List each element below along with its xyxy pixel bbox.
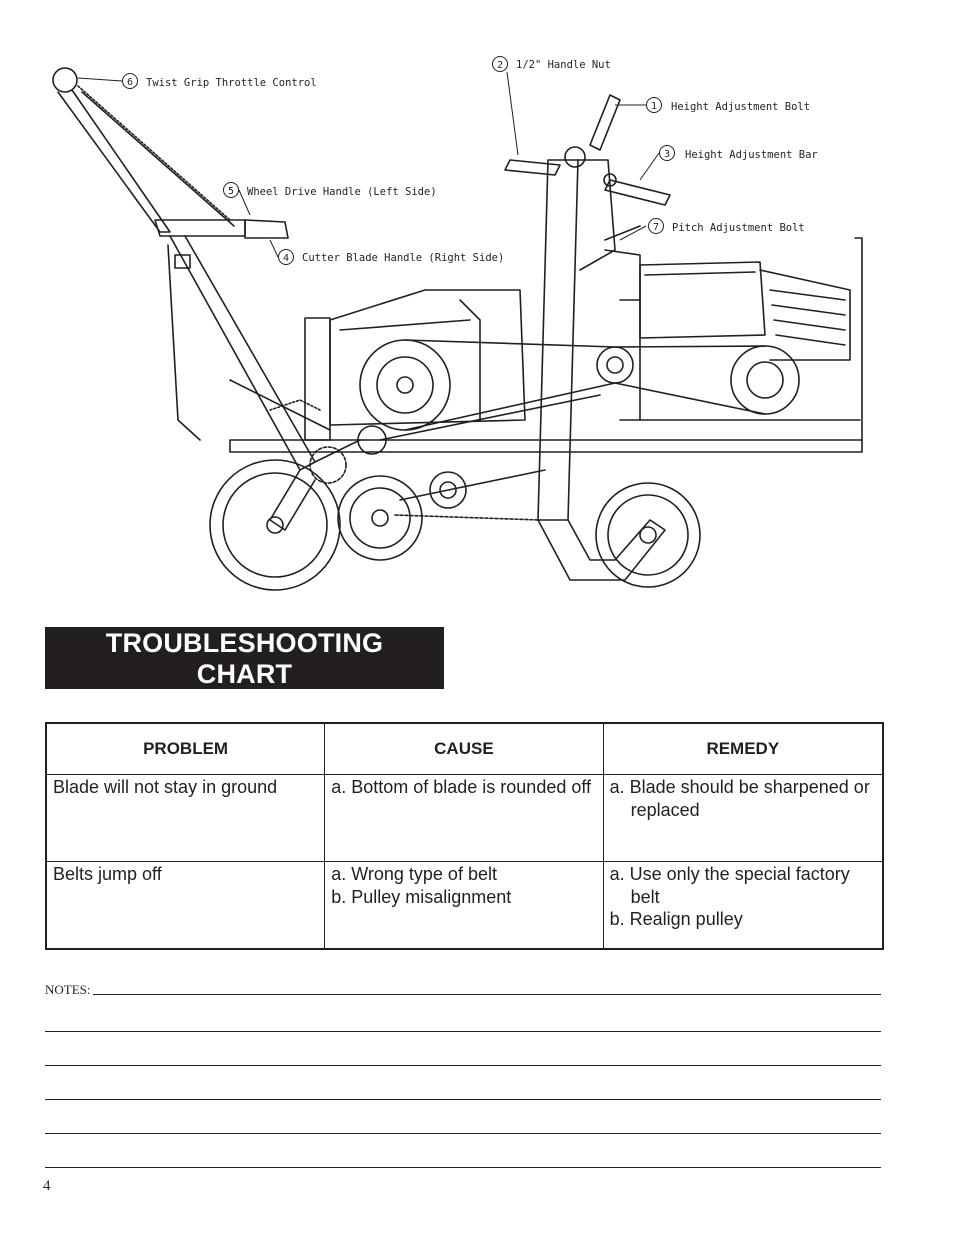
table-row (46, 775, 883, 862)
remedy-cell (603, 862, 883, 949)
callout-label-pitch-bolt: Pitch Adjustment Bolt (672, 222, 805, 234)
remedy-item: a. Use only the special factory belt (609, 864, 850, 907)
notes-label: NOTES: (45, 982, 91, 997)
page-number: 4 (43, 1178, 51, 1194)
troubleshooting-table (45, 722, 884, 950)
notes-section (45, 980, 881, 1168)
notes-rule (45, 1100, 881, 1134)
callout-number-5: 5 (227, 186, 235, 197)
sod-cutter-diagram (0, 0, 954, 600)
remedy-item: b. Realign pulley (609, 909, 743, 929)
callout-number-3: 3 (663, 149, 671, 160)
notes-rule (45, 998, 881, 1032)
callout-label-wheel-drive: Wheel Drive Handle (Left Side) (247, 186, 437, 198)
callout-label-height-bolt: Height Adjustment Bolt (671, 101, 811, 113)
callout-number-1: 1 (650, 101, 658, 112)
cause-cell (325, 775, 603, 862)
cause-item: a. Bottom of blade is rounded off (331, 777, 592, 797)
callout-label-cutter-blade: Cutter Blade Handle (Right Side) (302, 252, 505, 264)
cause-item: a. Wrong type of belt (331, 864, 497, 884)
notes-rule (45, 1032, 881, 1066)
callout-number-6: 6 (126, 77, 134, 88)
troubleshooting-chart-heading (45, 627, 444, 689)
cause-item: b. Pulley misalignment (331, 886, 512, 907)
callout-number-4: 4 (282, 253, 290, 264)
callout-number-7: 7 (652, 222, 660, 233)
heading-line-1: TROUBLESHOOTING (105, 628, 384, 658)
callout-label-handle-nut: 1/2" Handle Nut (516, 59, 611, 71)
heading-line-2: CHART (196, 659, 293, 689)
column-header-cause: CAUSE (325, 723, 603, 775)
problem-cell: Blade will not stay in ground (46, 775, 325, 862)
table-header-row (46, 723, 883, 775)
callout-label-height-bar: Height Adjustment Bar (685, 149, 818, 161)
remedy-item: a. Blade should be sharpened or replaced (609, 777, 870, 820)
table-row (46, 862, 883, 949)
problem-cell: Belts jump off (46, 862, 325, 949)
notes-rule (93, 994, 882, 995)
column-header-problem: PROBLEM (46, 723, 325, 775)
column-header-remedy: REMEDY (603, 723, 883, 775)
cause-cell (325, 862, 603, 949)
notes-rule (45, 1066, 881, 1100)
callout-label-throttle: Twist Grip Throttle Control (146, 77, 317, 89)
notes-rule (45, 1134, 881, 1168)
remedy-cell (603, 775, 883, 862)
callout-number-2: 2 (496, 60, 504, 71)
